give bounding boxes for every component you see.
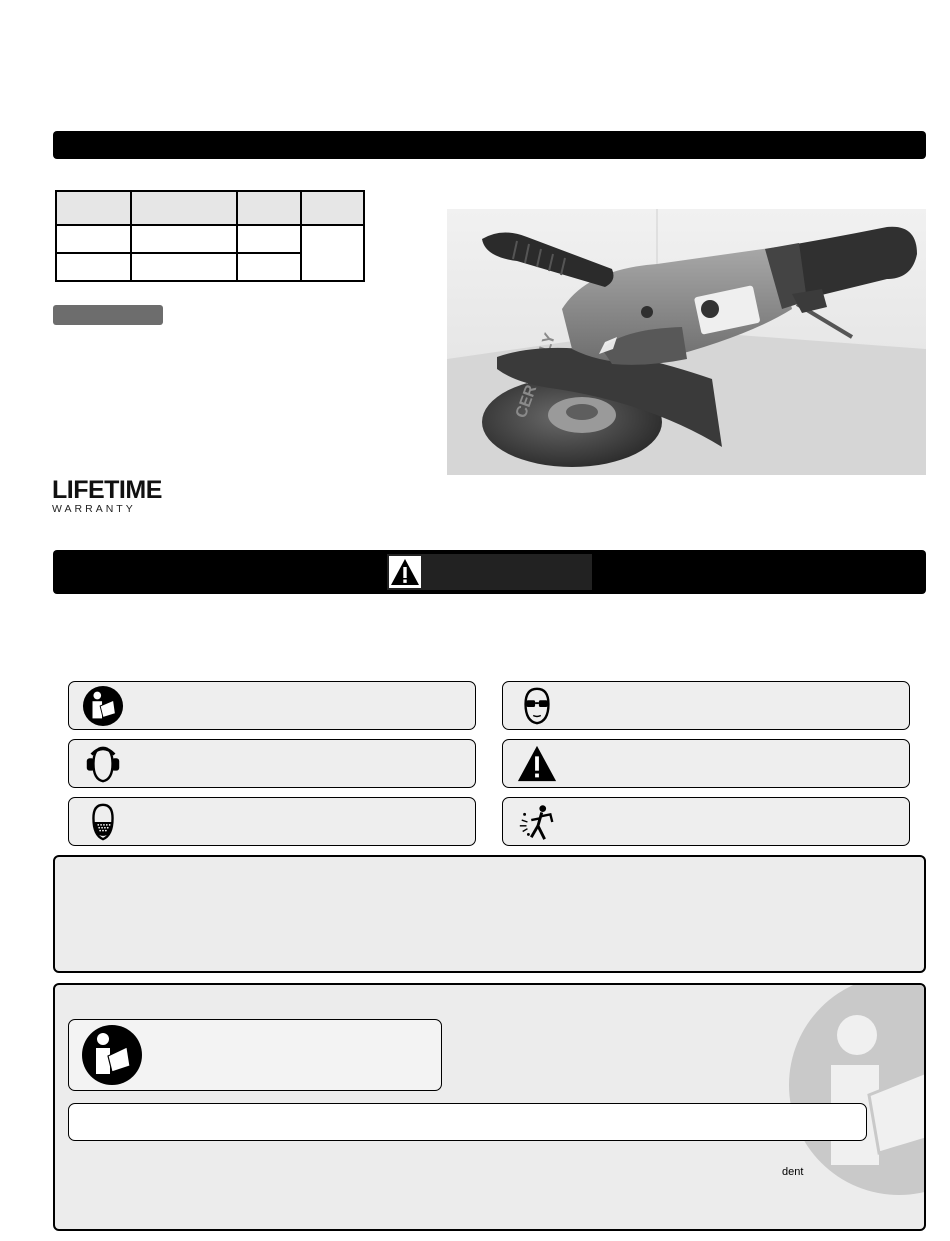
spec-table-header-row xyxy=(56,191,364,225)
product-photo xyxy=(447,209,926,475)
read-manual-icon xyxy=(81,685,125,727)
grinder-illustration xyxy=(447,209,926,475)
warning-label-icon-box xyxy=(389,556,421,588)
safety-card-flying-debris xyxy=(502,797,910,846)
respirator-icon xyxy=(81,801,125,843)
lifetime-warranty-logo xyxy=(52,476,162,516)
safety-card-read-manual xyxy=(68,681,476,730)
manual-card xyxy=(68,1019,442,1091)
manual-fragment-text: dent xyxy=(782,1166,804,1178)
warning-bar xyxy=(53,550,926,594)
warning-triangle-icon xyxy=(515,743,559,785)
manual-input-text xyxy=(69,1113,79,1130)
warning-triangle-icon xyxy=(389,556,421,588)
read-manual-watermark-icon xyxy=(779,983,926,1195)
safety-card-general-warning xyxy=(502,739,910,788)
spec-header-cell xyxy=(131,191,238,225)
spec-cell xyxy=(56,225,131,253)
header-title xyxy=(53,136,65,153)
model-badge xyxy=(53,305,163,325)
spec-cell xyxy=(56,253,131,281)
spec-header-cell xyxy=(56,191,131,225)
flying-debris-icon xyxy=(515,801,559,843)
spec-table xyxy=(55,190,365,282)
manual-text-input[interactable] xyxy=(68,1103,867,1141)
header-bar xyxy=(53,131,926,159)
warranty-line1: LIFETIME xyxy=(52,476,162,504)
read-manual-icon xyxy=(81,1024,143,1086)
eye-protection-icon xyxy=(515,685,559,727)
safety-card-respirator xyxy=(68,797,476,846)
spec-cell xyxy=(131,253,238,281)
table-row xyxy=(56,225,364,253)
spec-header-cell xyxy=(301,191,364,225)
warning-label-box xyxy=(387,554,592,590)
manual-panel xyxy=(53,983,926,1231)
hearing-protection-icon xyxy=(81,743,125,785)
warranty-line2: WARRANTY xyxy=(52,503,136,515)
safety-card-hearing-protection xyxy=(68,739,476,788)
spec-cell xyxy=(237,253,301,281)
spec-header-cell xyxy=(237,191,301,225)
notice-panel xyxy=(53,855,926,973)
spec-cell xyxy=(237,225,301,253)
spec-cell xyxy=(131,225,238,253)
spec-cell xyxy=(301,225,364,281)
safety-card-eye-protection xyxy=(502,681,910,730)
